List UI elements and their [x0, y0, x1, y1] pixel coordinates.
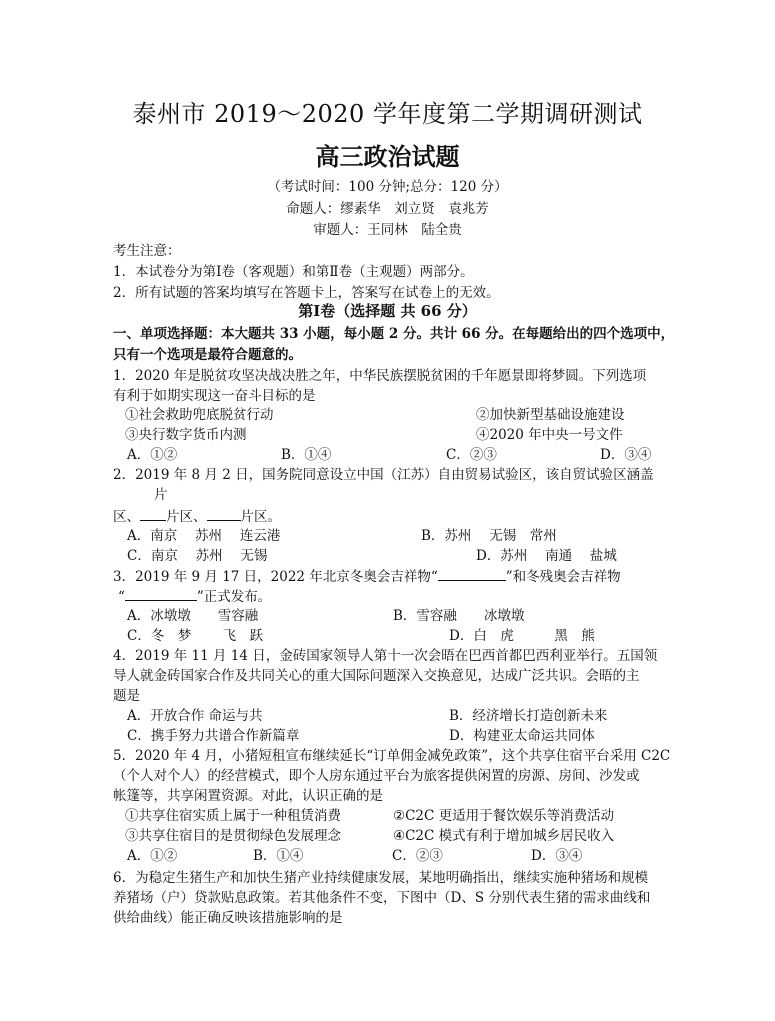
q2-line2-part: 片区。 — [240, 509, 281, 525]
q2-line2-part: 片区、 — [166, 509, 207, 525]
q2-option-a: A．南京 苏州 连云港 — [127, 528, 281, 544]
q3-option-b: B．雪容融 冰墩墩 — [393, 608, 525, 624]
setters-line: 命题人：缪素华 刘立贤 袁兆芳 — [286, 201, 489, 217]
q5-option-b: B．①④ — [253, 848, 304, 864]
q4-stem: 4．2019 年 11 月 14 日，金砖国家领导人第十一次会晤在巴西首都巴西利亚举行。五国领 — [113, 648, 658, 664]
q5-option-c: C．②③ — [392, 848, 443, 864]
q2-option-d: D．苏州 南通 盐城 — [476, 548, 617, 564]
part1-heading: 第Ⅰ卷（选择题 共 66 分） — [298, 302, 477, 320]
q5-statement: ②C2C 更适用于餐饮娱乐等消费活动 — [393, 808, 615, 824]
q3-stem-line2 — [118, 586, 271, 607]
q1-statement: ①社会救助兜底脱贫行动 — [125, 407, 274, 423]
q2-piece-word: 片 — [154, 487, 168, 503]
q4-stem: 导人就金砖国家合作及共同关心的重大国际问题深入交换意见，达成广泛共识。会晤的主 — [113, 668, 640, 684]
q1-stem: 有利于如期实现这一奋斗目标的是 — [113, 388, 316, 404]
q2-option-b: B．苏州 无锡 常州 — [421, 528, 557, 544]
q3-option-a: A．冰墩墩 雪容融 — [127, 608, 259, 624]
notice-item: 2．所有试题的答案均填写在答题卡上，答案写在试卷上的无效。 — [113, 285, 500, 301]
q3-stem-part: 3．2019 年 9 月 17 日，2022 年北京冬奥会吉祥物“ — [113, 569, 438, 585]
answer-blank — [140, 506, 166, 521]
q5-statement: ③共享住宿目的是贯彻绿色发展理念 — [125, 828, 341, 844]
q4-option-a: A．开放合作 命运与共 — [127, 708, 263, 724]
reviewers-line: 审题人：王同林 陆全贵 — [313, 222, 462, 238]
q1-statement: ②加快新型基础设施建设 — [476, 407, 625, 423]
q3-stem — [113, 566, 621, 587]
q1-option-d: D．③④ — [600, 447, 652, 463]
q1-statement: ③央行数字货币内测 — [125, 427, 247, 443]
q6-stem: 6．为稳定生猪生产和加快生猪产业持续健康发展，某地明确指出，继续实施种猪场和规模 — [113, 870, 649, 886]
q3-option-d: D．白 虎 黑 熊 — [449, 628, 595, 644]
q1-option-c: C．②③ — [446, 447, 497, 463]
part1-instruction: 只有一个选项是最符合题意的。 — [113, 347, 302, 363]
answer-blank — [207, 506, 241, 521]
notice-item: 1．本试卷分为第Ⅰ卷（客观题）和第Ⅱ卷（主观题）两部分。 — [113, 264, 474, 280]
exam-title: 泰州市 2019～2020 学年度第二学期调研测试 — [132, 100, 643, 128]
q4-stem: 题是 — [113, 688, 140, 704]
exam-info: （考试时间：100 分钟;总分：120 分） — [267, 179, 508, 195]
q6-stem: 养猪场（户）贷款贴息政策。若其他条件不变，下图中（D、S 分别代表生猪的需求曲线和 — [113, 890, 651, 906]
q2-option-c: C．南京 苏州 无锡 — [127, 548, 268, 564]
q1-statement: ④2020 年中央一号文件 — [476, 427, 623, 443]
exam-subtitle: 高三政治试题 — [315, 142, 460, 171]
q5-stem: 帐篷等，共享闲置资源。对此，认识正确的是 — [113, 788, 383, 804]
q2-line2-part: 区、 — [113, 509, 140, 525]
notice-heading: 考生注意： — [113, 243, 181, 259]
q5-stem: 5．2020 年 4 月，小猪短租宣布继续延长“订单佣金减免政策”，这个共享住宿平台采用 C2C — [113, 748, 671, 764]
part1-instruction: 一、单项选择题：本大题共 33 小题，每小题 2 分。共计 66 分。在每题给出的四个选项中， — [113, 326, 675, 342]
q4-option-d: D．构建亚太命运共同体 — [449, 728, 595, 744]
q3-stem-part: ”正式发布。 — [196, 589, 272, 605]
q3-option-c: C．冬 梦 飞 跃 — [127, 628, 264, 644]
q1-option-b: B．①④ — [281, 447, 332, 463]
q5-option-d: D．③④ — [531, 848, 583, 864]
q5-statement: ①共享住宿实质上属于一种租赁消费 — [125, 808, 341, 824]
q1-stem: 1．2020 年是脱贫攻坚决战决胜之年，中华民族摆脱贫困的千年愿景即将梦圆。下列选项 — [113, 368, 647, 384]
q5-stem: （个人对个人）的经营模式，即个人房东通过平台为旅客提供闲置的房源、房间、沙发或 — [113, 768, 640, 784]
q5-option-a: A．①② — [127, 848, 178, 864]
answer-blank — [125, 586, 197, 601]
q2-line2 — [113, 506, 281, 527]
q2-stem: 2．2019 年 8 月 2 日，国务院同意设立中国（江苏）自由贸易试验区，该自贸试验区涵盖 — [113, 467, 654, 483]
q3-stem-part: ”和冬残奥会吉祥物 — [505, 569, 621, 585]
q4-option-b: B．经济增长打造创新未来 — [449, 708, 608, 724]
q6-stem: 供给曲线）能正确反映该措施影响的是 — [113, 910, 343, 926]
q3-stem-part: “ — [118, 589, 125, 605]
q4-option-c: C．携手努力共谱合作新篇章 — [127, 728, 300, 744]
q1-option-a: A．①② — [127, 447, 178, 463]
answer-blank — [438, 566, 506, 581]
q5-statement: ④C2C 模式有利于增加城乡居民收入 — [393, 828, 615, 844]
